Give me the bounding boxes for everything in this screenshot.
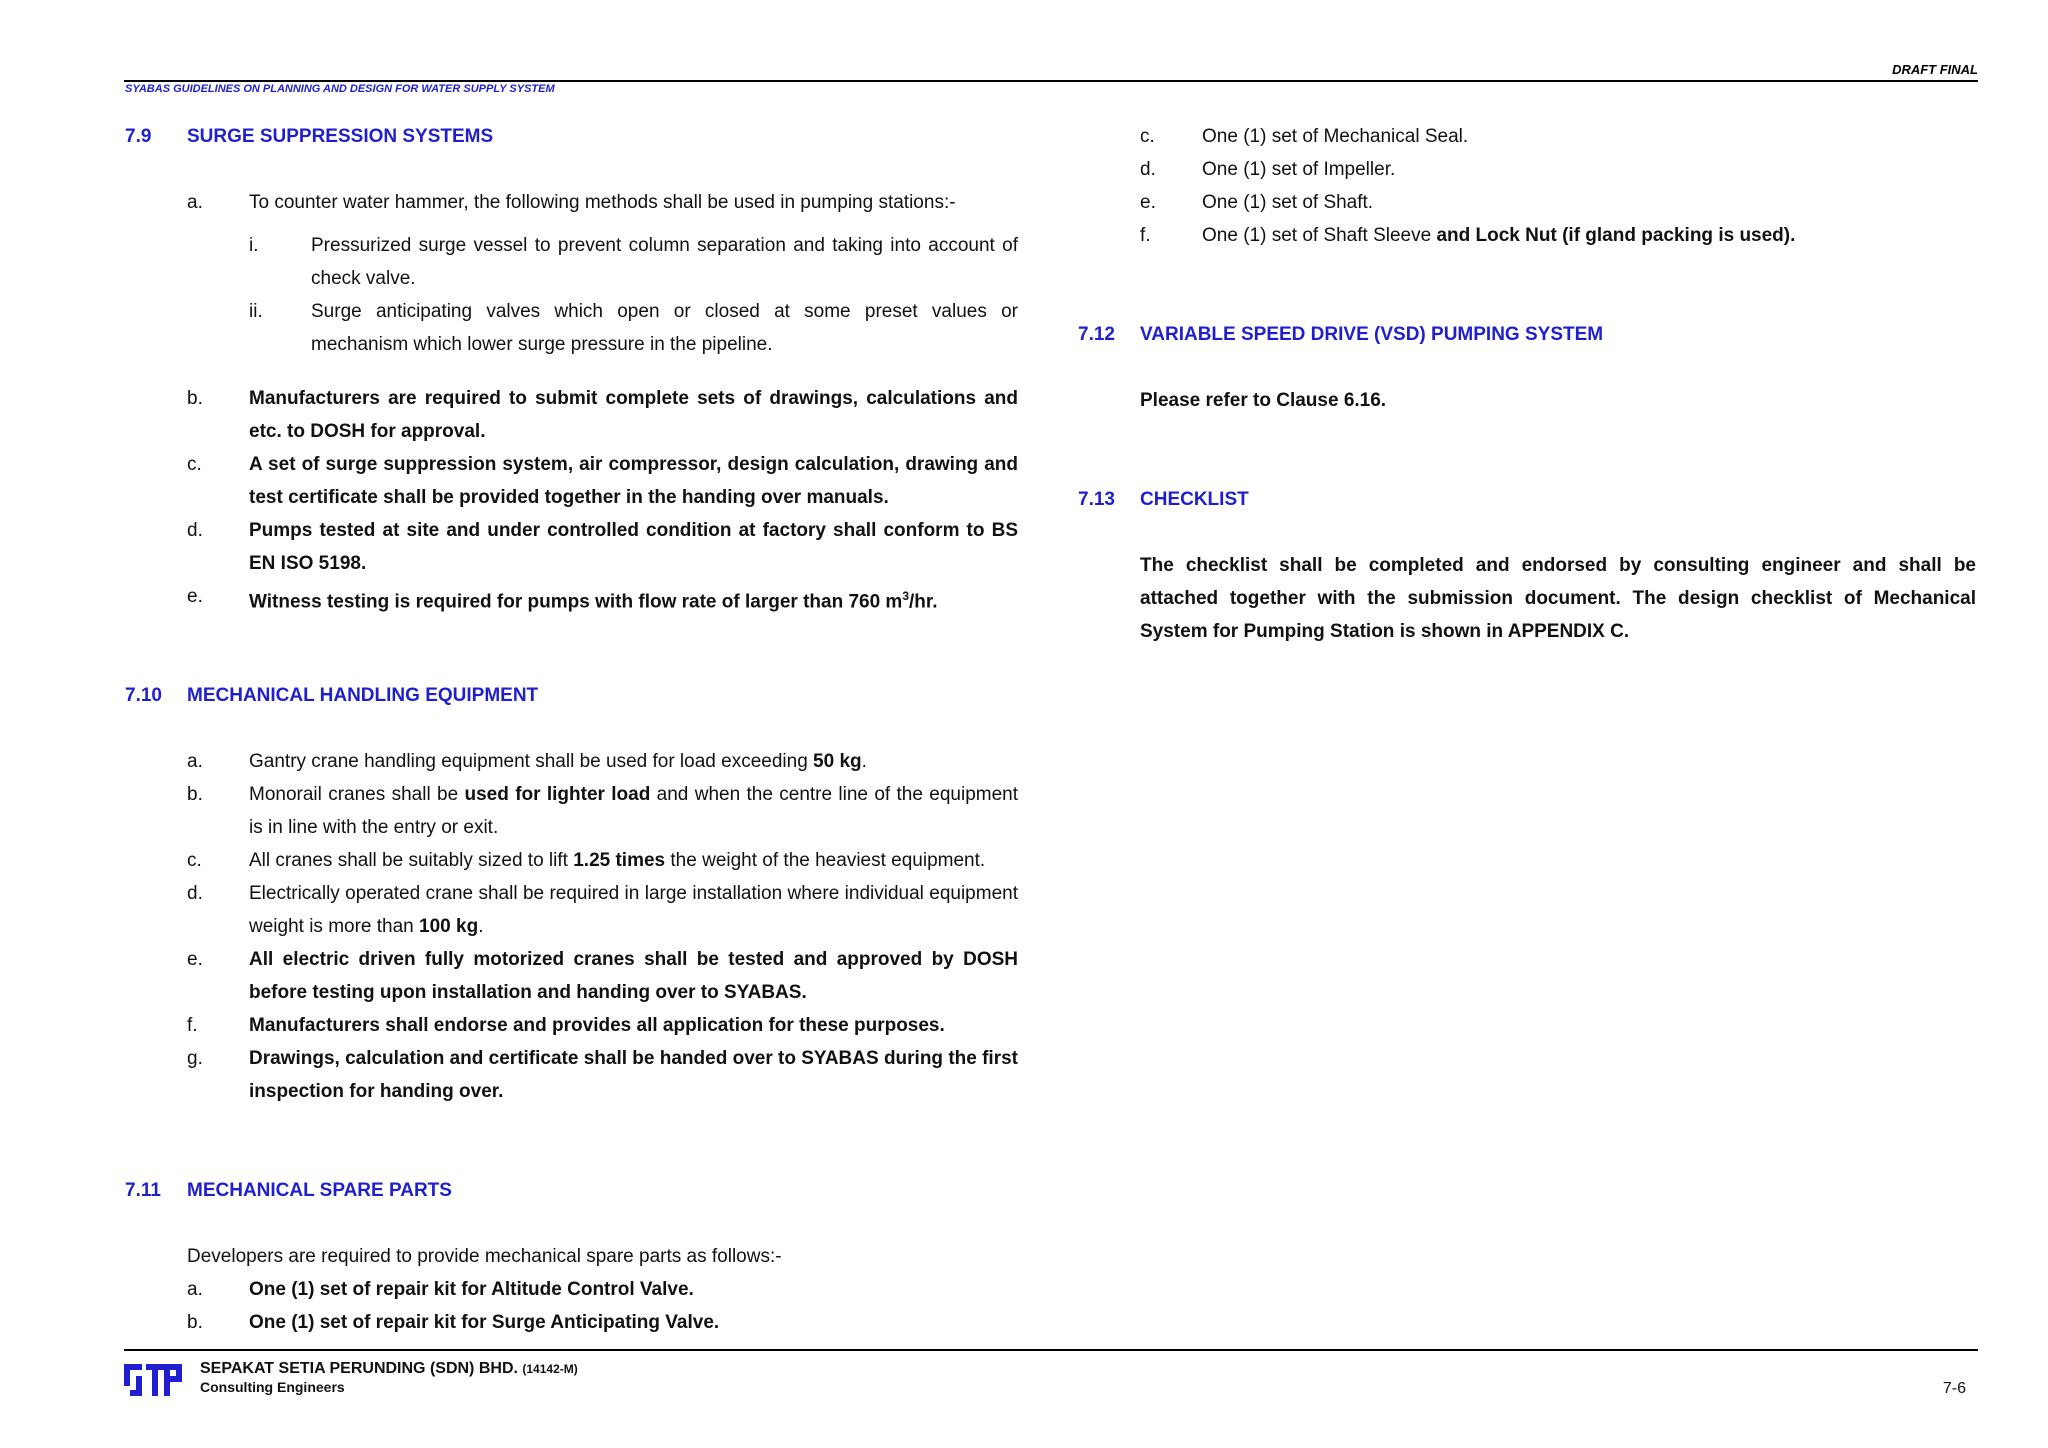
section-title: CHECKLIST	[1140, 489, 1249, 510]
item-marker: ii.	[249, 301, 263, 322]
item-marker: d.	[187, 520, 203, 541]
item-marker: a.	[187, 1279, 203, 1300]
item-marker: a.	[187, 751, 203, 772]
section-number: 7.11	[125, 1180, 161, 1201]
section-number: 7.12	[1078, 324, 1115, 345]
paragraph-text: Please refer to Clause 6.16.	[1140, 390, 1387, 411]
item-text: Manufacturers shall endorse and provides all application for these purposes.	[249, 1015, 945, 1036]
item-text: Pumps tested at site and under controlled condition at factory shall conform to BS EN ISO 5198.	[249, 520, 1018, 574]
item-text: Manufacturers are required to submit complete sets of drawings, calculations and etc. to DOSH for approval.	[249, 388, 1018, 442]
item-text: One (1) set of Shaft Sleeve and Lock Nut (if gland packing is used).	[1202, 225, 1796, 246]
header-document-title: SYABAS GUIDELINES ON PLANNING AND DESIGN FOR WATER SUPPLY SYSTEM	[125, 83, 555, 95]
item-marker: e.	[1140, 192, 1156, 213]
company-registration: (14142-M)	[522, 1362, 578, 1376]
item-text: Electrically operated crane shall be required in large installation where individual equipment weight is more than 100 kg.	[249, 883, 1018, 937]
paragraph-text: Developers are required to provide mechanical spare parts as follows:-	[187, 1246, 782, 1267]
header-draft-label: DRAFT FINAL	[1892, 62, 1978, 77]
section-title: VARIABLE SPEED DRIVE (VSD) PUMPING SYSTEM	[1140, 324, 1604, 345]
paragraph-text: The checklist shall be completed and endorsed by consulting engineer and shall be attached together with the submission document. The design checklist of Mechanical System for Pumping Station is shown in APPENDIX C.	[1140, 555, 1976, 642]
item-marker: e.	[187, 586, 203, 607]
company-name: SEPAKAT SETIA PERUNDING (SDN) BHD.	[200, 1360, 518, 1377]
item-text: One (1) set of Shaft.	[1202, 192, 1374, 213]
company-subtitle: Consulting Engineers	[200, 1379, 345, 1395]
page-number: 7-6	[1942, 1380, 1966, 1397]
item-marker: b.	[187, 388, 203, 409]
item-text: Gantry crane handling equipment shall be used for load exceeding 50 kg.	[249, 751, 867, 772]
item-marker: d.	[187, 883, 203, 904]
footer-rule	[124, 1349, 1978, 1351]
item-marker: b.	[187, 1312, 203, 1333]
item-marker: b.	[187, 784, 203, 805]
section-number: 7.9	[125, 126, 152, 147]
item-text: Surge anticipating valves which open or closed at some preset values or mechanism which lower surge pressure in the pipeline.	[311, 301, 1018, 355]
item-text: One (1) set of repair kit for Altitude Control Valve.	[249, 1279, 694, 1300]
item-text: A set of surge suppression system, air compressor, design calculation, drawing and test certificate shall be provided together in the handing over manuals.	[249, 454, 1018, 508]
section-title: MECHANICAL HANDLING EQUIPMENT	[187, 685, 539, 706]
item-text: One (1) set of Impeller.	[1202, 159, 1396, 180]
company-logo-icon	[124, 1362, 184, 1398]
item-text: To counter water hammer, the following methods shall be used in pumping stations:-	[249, 192, 956, 213]
item-marker: f.	[187, 1015, 198, 1036]
header-rule	[124, 80, 1978, 82]
item-text: All electric driven fully motorized cranes shall be tested and approved by DOSH before testing upon installation and handing over to SYABAS.	[249, 949, 1018, 1003]
item-marker: i.	[249, 235, 259, 256]
item-text: One (1) set of Mechanical Seal.	[1202, 126, 1469, 147]
item-marker: c.	[187, 454, 202, 475]
item-marker: a.	[187, 192, 203, 213]
item-marker: e.	[187, 949, 203, 970]
item-text: All cranes shall be suitably sized to lift 1.25 times the weight of the heaviest equipment.	[249, 850, 986, 871]
item-marker: d.	[1140, 159, 1156, 180]
section-title: SURGE SUPPRESSION SYSTEMS	[187, 126, 494, 147]
item-marker: c.	[1140, 126, 1155, 147]
section-title: MECHANICAL SPARE PARTS	[187, 1180, 452, 1201]
item-text: Pressurized surge vessel to prevent column separation and taking into account of check valve.	[311, 235, 1018, 289]
item-marker: g.	[187, 1048, 203, 1069]
item-marker: f.	[1140, 225, 1151, 246]
section-number: 7.10	[125, 685, 162, 706]
item-text: Monorail cranes shall be used for lighter load and when the centre line of the equipment is in line with the entry or exit.	[249, 784, 1019, 838]
section-number: 7.13	[1078, 489, 1115, 510]
item-marker: c.	[187, 850, 202, 871]
item-text: Witness testing is required for pumps with flow rate of larger than 760 $m^3/hr$.	[249, 589, 938, 613]
company-info	[200, 1360, 578, 1396]
item-text: One (1) set of repair kit for Surge Anticipating Valve.	[249, 1312, 720, 1333]
item-text: Drawings, calculation and certificate shall be handed over to SYABAS during the first inspection for handing over.	[249, 1048, 1018, 1102]
